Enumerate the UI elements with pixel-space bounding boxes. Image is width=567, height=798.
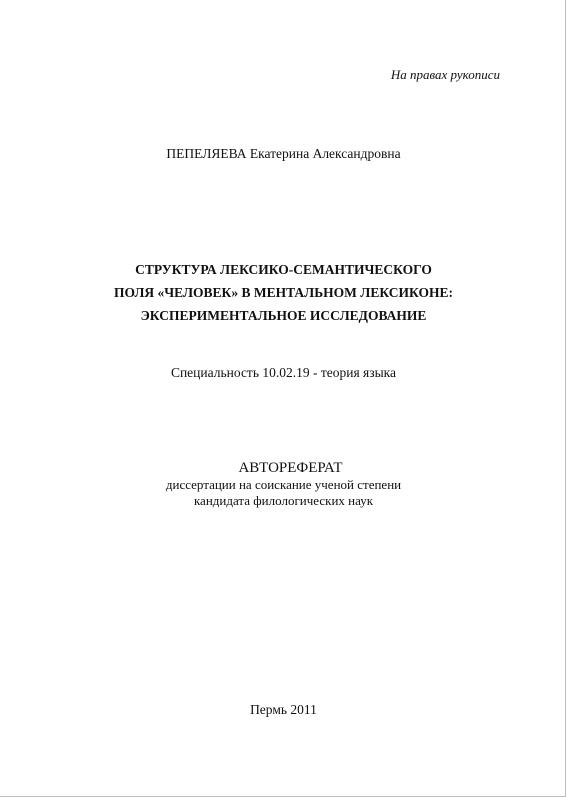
abstract-heading: АВТОРЕФЕРАТ	[238, 460, 343, 476]
specialty-line: Специальность 10.02.19 - теория языка	[170, 365, 397, 380]
abstract-block	[0, 459, 567, 509]
abstract-subtitle-line-2: кандидата филологических наук	[193, 493, 374, 508]
abstract-subtitle-line-1: диссертации на соискание ученой степени	[165, 477, 402, 492]
title-line-2: ПОЛЯ «ЧЕЛОВЕК» В МЕНТАЛЬНОМ ЛЕКСИКОНЕ:	[113, 285, 453, 300]
title-line-3: ЭКСПЕРИМЕНТАЛЬНОЕ ИССЛЕДОВАНИЕ	[140, 308, 427, 323]
author-name: ПЕПЕЛЯЕВА Екатерина Александровна	[166, 146, 401, 161]
manuscript-rights-mark: На правах рукописи	[390, 67, 500, 82]
city-year: Пермь 2011	[250, 702, 317, 717]
title-line-1: СТРУКТУРА ЛЕКСИКО-СЕМАНТИЧЕСКОГО	[135, 262, 432, 277]
dissertation-title	[0, 258, 567, 327]
